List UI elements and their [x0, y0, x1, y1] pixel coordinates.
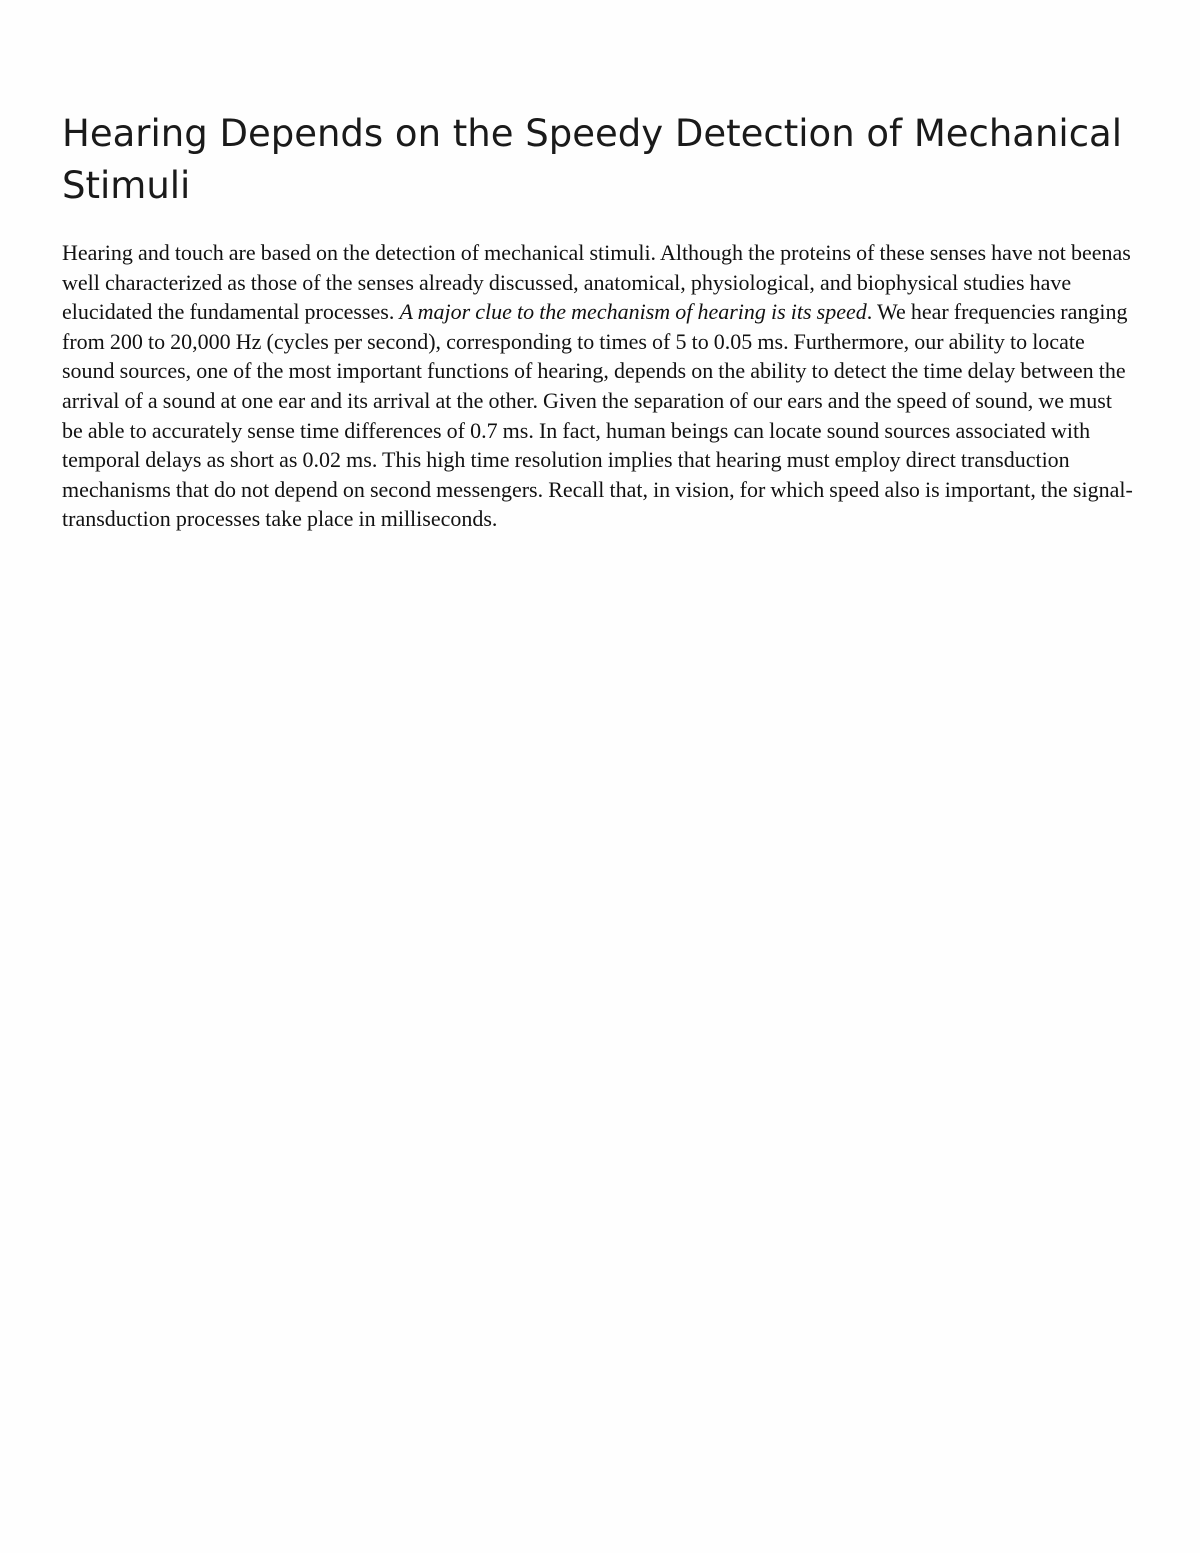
paragraph-text-part-1: Hearing and touch are based on the detection of mechanical stimuli. Although the proteins of these senses have not beenas well characterized as those of the senses already discussed, anatomical, physiological, and biophysical studies have elucidated the fundamental processes.	[62, 240, 1131, 325]
paragraph-text-part-2: . We hear frequencies ranging from 200 to 20,000 Hz (cycles per second), corresponding to times of 5 to 0.05 ms. Furthermore, our ability to locate sound sources, one of the most important functions of hearing, depends on the ability to detect the time delay between the arrival of a sound at one ear and its arrival at the other. Given the separation of our ears and the speed of sound, we must be able to accurately sense time differences of 0.7 ms. In fact, human beings can locate sound sources associated with temporal delays as short as 0.02 ms. This high time resolution implies that hearing must employ direct transduction mechanisms that do not depend on second messengers. Recall that, in vision, for which speed also is important, the signal-transduction processes take place in milliseconds.	[62, 299, 1133, 532]
section-title: Hearing Depends on the Speedy Detection of Mechanical Stimuli	[62, 112, 1123, 207]
document-content	[62, 108, 1137, 534]
paragraph-italic-phrase: A major clue to the mechanism of hearing is its speed	[399, 299, 867, 325]
body-paragraph	[62, 238, 1137, 534]
